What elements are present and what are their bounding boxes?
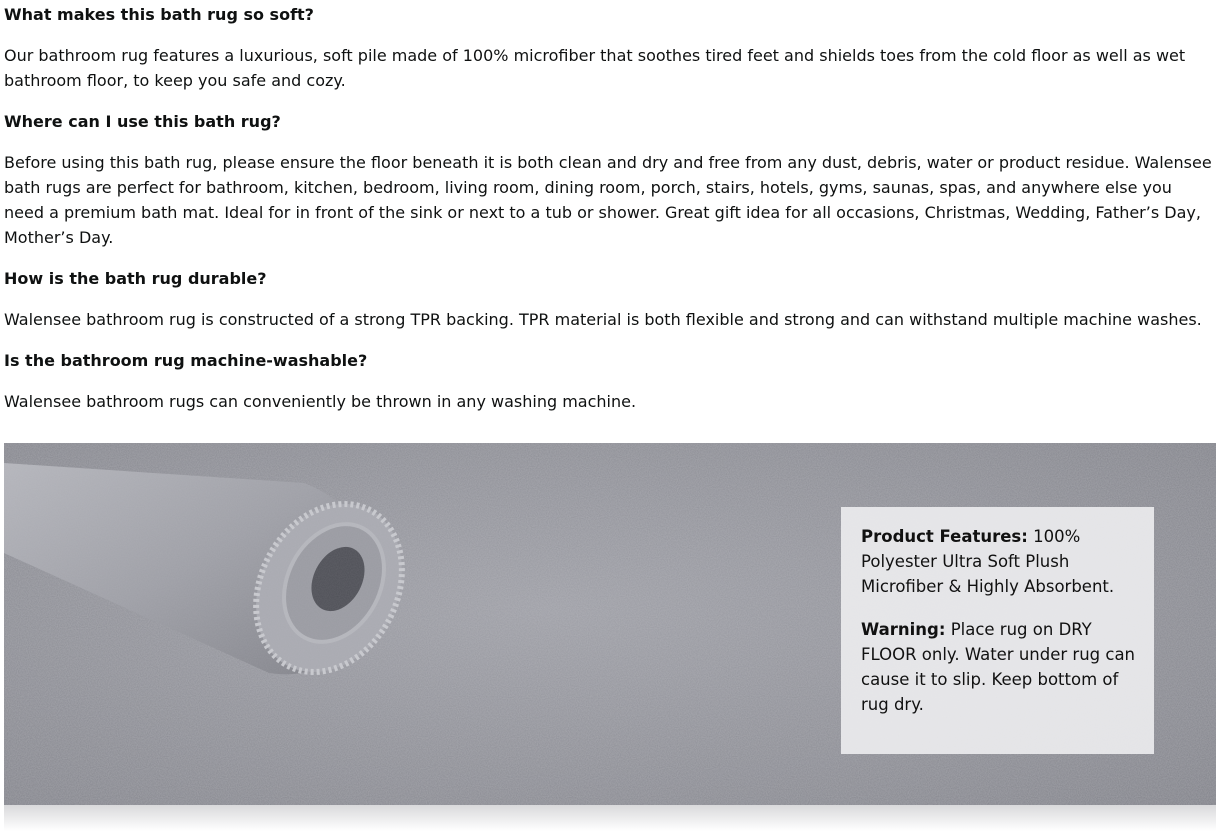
faq-answer-1: Our bathroom rug features a luxurious, soft pile made of 100% microfiber that soothes tired feet and shields toes from the cold floor as well as wet bathroom floor, to keep you safe and cozy. <box>4 46 1186 90</box>
faq-question-1: What makes this bath rug so soft? <box>4 5 314 24</box>
product-features-text: Product Features: 100% Polyester Ultra Soft Plush Microfiber & Highly Absorbent. <box>861 527 1115 596</box>
product-features-label: Product Features: <box>861 527 1028 546</box>
faq-question-3: How is the bath rug durable? <box>4 269 267 288</box>
faq-answer-2: Before using this bath rug, please ensure the floor beneath it is both clean and dry and free from any dust, debris, water or product residue. Walensee bath rugs are perfect for bathroom, kitchen, bedroom, living room, dining room, porch, stairs, hotels, gyms, saunas, spas, and anywhere else you need a premium bath mat. Ideal for in front of the sink or next to a tub or shower. Great gift idea for all occasions, Christmas, Wedding, Father’s Day, Mother’s Day. <box>4 153 1212 247</box>
faq-section <box>4 0 1216 430</box>
product-info-box <box>841 507 1154 754</box>
faq-question-4: Is the bathroom rug machine-washable? <box>4 351 368 370</box>
faq-answer-4: Walensee bathroom rugs can conveniently be thrown in any washing machine. <box>4 392 637 411</box>
warning-label: Warning: <box>861 620 946 639</box>
faq-question-2: Where can I use this bath rug? <box>4 112 281 131</box>
product-banner-image <box>4 443 1216 813</box>
banner-bottom-edge <box>4 805 1216 831</box>
warning-text: Warning: Place rug on DRY FLOOR only. Water under rug can cause it to slip. Keep bottom of rug dry. <box>861 620 1136 714</box>
faq-answer-3: Walensee bathroom rug is constructed of a strong TPR backing. TPR material is both flexible and strong and can withstand multiple machine washes. <box>4 310 1202 329</box>
